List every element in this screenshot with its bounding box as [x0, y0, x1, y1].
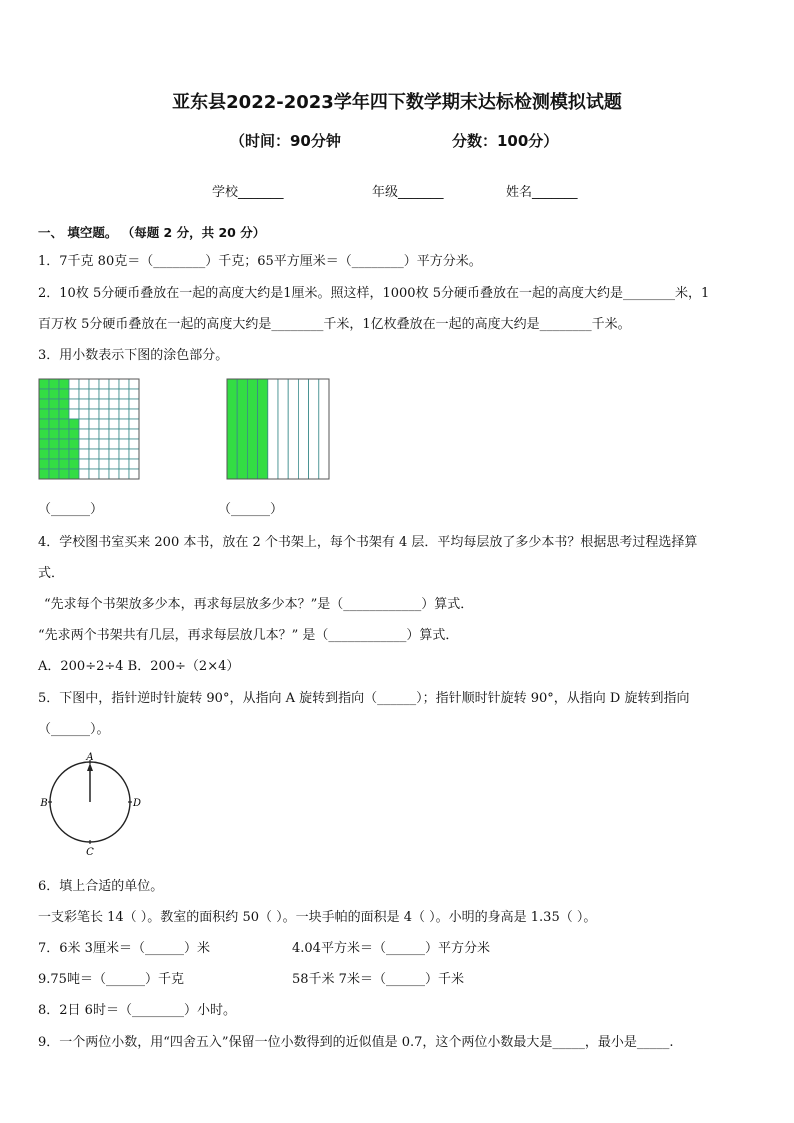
grid-cell [99, 469, 109, 479]
grid-cell [119, 469, 129, 479]
grid-cell [89, 429, 99, 439]
grid-cell [129, 389, 139, 399]
grid-cell [129, 419, 139, 429]
question-3-blank-b: （______） [218, 502, 284, 517]
grid-cell-shaded [49, 399, 59, 409]
grid-cell [119, 399, 129, 409]
strip [288, 379, 298, 479]
grid-cell [79, 429, 89, 439]
grid-cell [89, 439, 99, 449]
grid-cell-shaded [49, 469, 59, 479]
grid-cell [99, 459, 109, 469]
grid-cell [79, 469, 89, 479]
grid-cell [129, 449, 139, 459]
grid-cell-shaded [49, 389, 59, 399]
question-7-c: 9.75吨＝（______）千克 [38, 972, 184, 987]
question-2-line1: 2．10枚 5分硬币叠放在一起的高度大约是1厘米。照这样，1000枚 5分硬币叠放在一起的高度大约是________米，1 [38, 286, 710, 301]
strip [278, 379, 288, 479]
grid-cell [119, 389, 129, 399]
exam-time: （时间：90分钟 [230, 132, 341, 150]
grid-cell-shaded [59, 449, 69, 459]
question-1: 1．7千克 80克＝（________）千克；65平方厘米＝（________）平方分米。 [38, 254, 482, 269]
grid-cell [119, 379, 129, 389]
strip [319, 379, 329, 479]
grid-cell [89, 399, 99, 409]
grid-cell [79, 459, 89, 469]
grid-cell [89, 389, 99, 399]
grid-cell [69, 409, 79, 419]
grid-cell-shaded [49, 449, 59, 459]
grid-cell-shaded [69, 439, 79, 449]
grid-cell [109, 469, 119, 479]
strip-figure [226, 378, 330, 480]
grid-cell [99, 449, 109, 459]
page-title: 亚东县2022-2023学年四下数学期末达标检测模拟试题 [172, 92, 622, 113]
grid-cell-shaded [59, 389, 69, 399]
grid-cell [89, 419, 99, 429]
grid-cell-shaded [69, 429, 79, 439]
grid-cell-shaded [39, 469, 49, 479]
grid-cell [79, 419, 89, 429]
grid-cell-shaded [59, 459, 69, 469]
grid-cell-shaded [59, 469, 69, 479]
grid-cell-shaded [39, 439, 49, 449]
grid-cell-shaded [59, 399, 69, 409]
question-3-blank-a: （______） [38, 502, 104, 517]
strip [268, 379, 278, 479]
grid-cell [109, 429, 119, 439]
grid-cell [69, 389, 79, 399]
grid-cell-shaded [49, 419, 59, 429]
grid-cell [79, 409, 89, 419]
question-5-line2: （______）。 [38, 722, 110, 737]
grid-cell-shaded [39, 379, 49, 389]
question-5-line1: 5．下图中，指针逆时针旋转 90°，从指向 A 旋转到指向（______）；指针顺时针旋转 90°，从指向 D 旋转到指向 [38, 691, 690, 706]
grid-cell [119, 439, 129, 449]
strip-shaded [237, 379, 247, 479]
question-6: 6．填上合适的单位。 [38, 879, 164, 894]
grid-cell-shaded [39, 419, 49, 429]
grid-cell-shaded [69, 419, 79, 429]
grid-cell [99, 419, 109, 429]
grid-cell [89, 409, 99, 419]
grid-cell [79, 379, 89, 389]
grid-cell [109, 459, 119, 469]
grid-cell-shaded [49, 409, 59, 419]
grid-cell-shaded [59, 379, 69, 389]
grid-cell [129, 379, 139, 389]
grid-cell-shaded [49, 379, 59, 389]
grid-cell [119, 409, 129, 419]
question-3: 3．用小数表示下图的涂色部分。 [38, 348, 229, 363]
grid-cell [79, 389, 89, 399]
grid-cell [99, 379, 109, 389]
grid-cell-shaded [59, 419, 69, 429]
grid-cell [89, 449, 99, 459]
strip [309, 379, 319, 479]
exam-score: 分数：100分） [452, 132, 559, 150]
grid-cell-shaded [49, 439, 59, 449]
grid-cell [129, 409, 139, 419]
label-c: C [86, 847, 94, 858]
grid-cell [119, 449, 129, 459]
grid-cell [129, 469, 139, 479]
grid-cell [109, 449, 119, 459]
grid-cell [99, 389, 109, 399]
grid-cell [79, 399, 89, 409]
grid-cell-shaded [69, 449, 79, 459]
grid-cell [89, 459, 99, 469]
compass-figure [36, 752, 144, 860]
grid-cell [69, 379, 79, 389]
grid-cell-shaded [39, 459, 49, 469]
grid-cell [109, 399, 119, 409]
grade-field: 年级_______ [372, 185, 444, 200]
label-b: B [40, 798, 48, 809]
grid-cell-shaded [59, 409, 69, 419]
grid-cell [99, 439, 109, 449]
grid-cell [129, 459, 139, 469]
grid-cell-shaded [69, 469, 79, 479]
grid-cell-shaded [39, 389, 49, 399]
question-4-line1: 4．学校图书室买来 200 本书，放在 2 个书架上，每个书架有 4 层．平均每层放了多少本书？根据思考过程选择算 [38, 535, 698, 550]
question-2-line2: 百万枚 5分硬币叠放在一起的高度大约是________千米，1亿枚叠放在一起的高度大约是________千米。 [38, 317, 631, 332]
question-6-units: 一支彩笔长 14（ ）。教室的面积约 50（ ）。一块手帕的面积是 4（ ）。小明的身高是 1.35（ ）。 [38, 910, 597, 925]
question-8: 8．2日 6时＝（________）小时。 [38, 1003, 236, 1018]
grid-cell-shaded [69, 459, 79, 469]
question-4-line2: 式． [38, 566, 65, 581]
grid-cell [89, 469, 99, 479]
grid-cell [129, 439, 139, 449]
grid-cell [109, 419, 119, 429]
grid-cell-shaded [39, 409, 49, 419]
question-4-line3: “先求每个书架放多少本，再求每层放多少本？”是（____________）算式． [44, 597, 474, 612]
grid-cell [109, 409, 119, 419]
grid-cell-shaded [59, 429, 69, 439]
grid-cell [99, 399, 109, 409]
grid-cell [129, 399, 139, 409]
question-7-b: 4.04平方米＝（______）平方分米 [292, 941, 490, 956]
grid-cell-shaded [59, 439, 69, 449]
question-7-a: 7．6米 3厘米＝（______）米 [38, 941, 210, 956]
question-7-d: 58千米 7米＝（______）千米 [292, 972, 464, 987]
grid-cell [119, 419, 129, 429]
strip-shaded [258, 379, 268, 479]
grid-cell [79, 439, 89, 449]
grid-cell [109, 389, 119, 399]
question-4-options: A．200÷2÷4 B．200÷（2×4） [38, 659, 240, 674]
strip [298, 379, 308, 479]
grid-cell-shaded [49, 459, 59, 469]
grid-cell-shaded [39, 399, 49, 409]
question-9: 9．一个两位小数，用“四舍五入”保留一位小数得到的近似值是 0.7，这个两位小数最大是_____，最小是_____. [38, 1035, 674, 1050]
grid-cell [109, 379, 119, 389]
strip-shaded [247, 379, 257, 479]
grid-cell [79, 449, 89, 459]
grid-cell [69, 399, 79, 409]
grid-cell [129, 429, 139, 439]
label-a: A [86, 752, 94, 763]
grid-cell [109, 439, 119, 449]
strip-shaded [227, 379, 237, 479]
grid-cell [99, 409, 109, 419]
grid-cell [119, 459, 129, 469]
school-field: 学校_______ [212, 185, 284, 200]
grid-cell-shaded [39, 429, 49, 439]
grid-cell [89, 379, 99, 389]
name-field: 姓名_______ [506, 185, 578, 200]
pointer-arrow-icon [87, 763, 93, 771]
section-heading: 一、 填空题。 （每题 2 分，共 20 分） [38, 225, 266, 240]
grid-cell-shaded [49, 429, 59, 439]
grid-cell-shaded [39, 449, 49, 459]
question-4-line4: “先求两个书架共有几层，再求每层放几本？” 是（____________）算式． [38, 628, 459, 643]
grid-cell [119, 429, 129, 439]
hundred-grid-figure [38, 378, 140, 480]
label-d: D [132, 798, 142, 809]
grid-cell [99, 429, 109, 439]
